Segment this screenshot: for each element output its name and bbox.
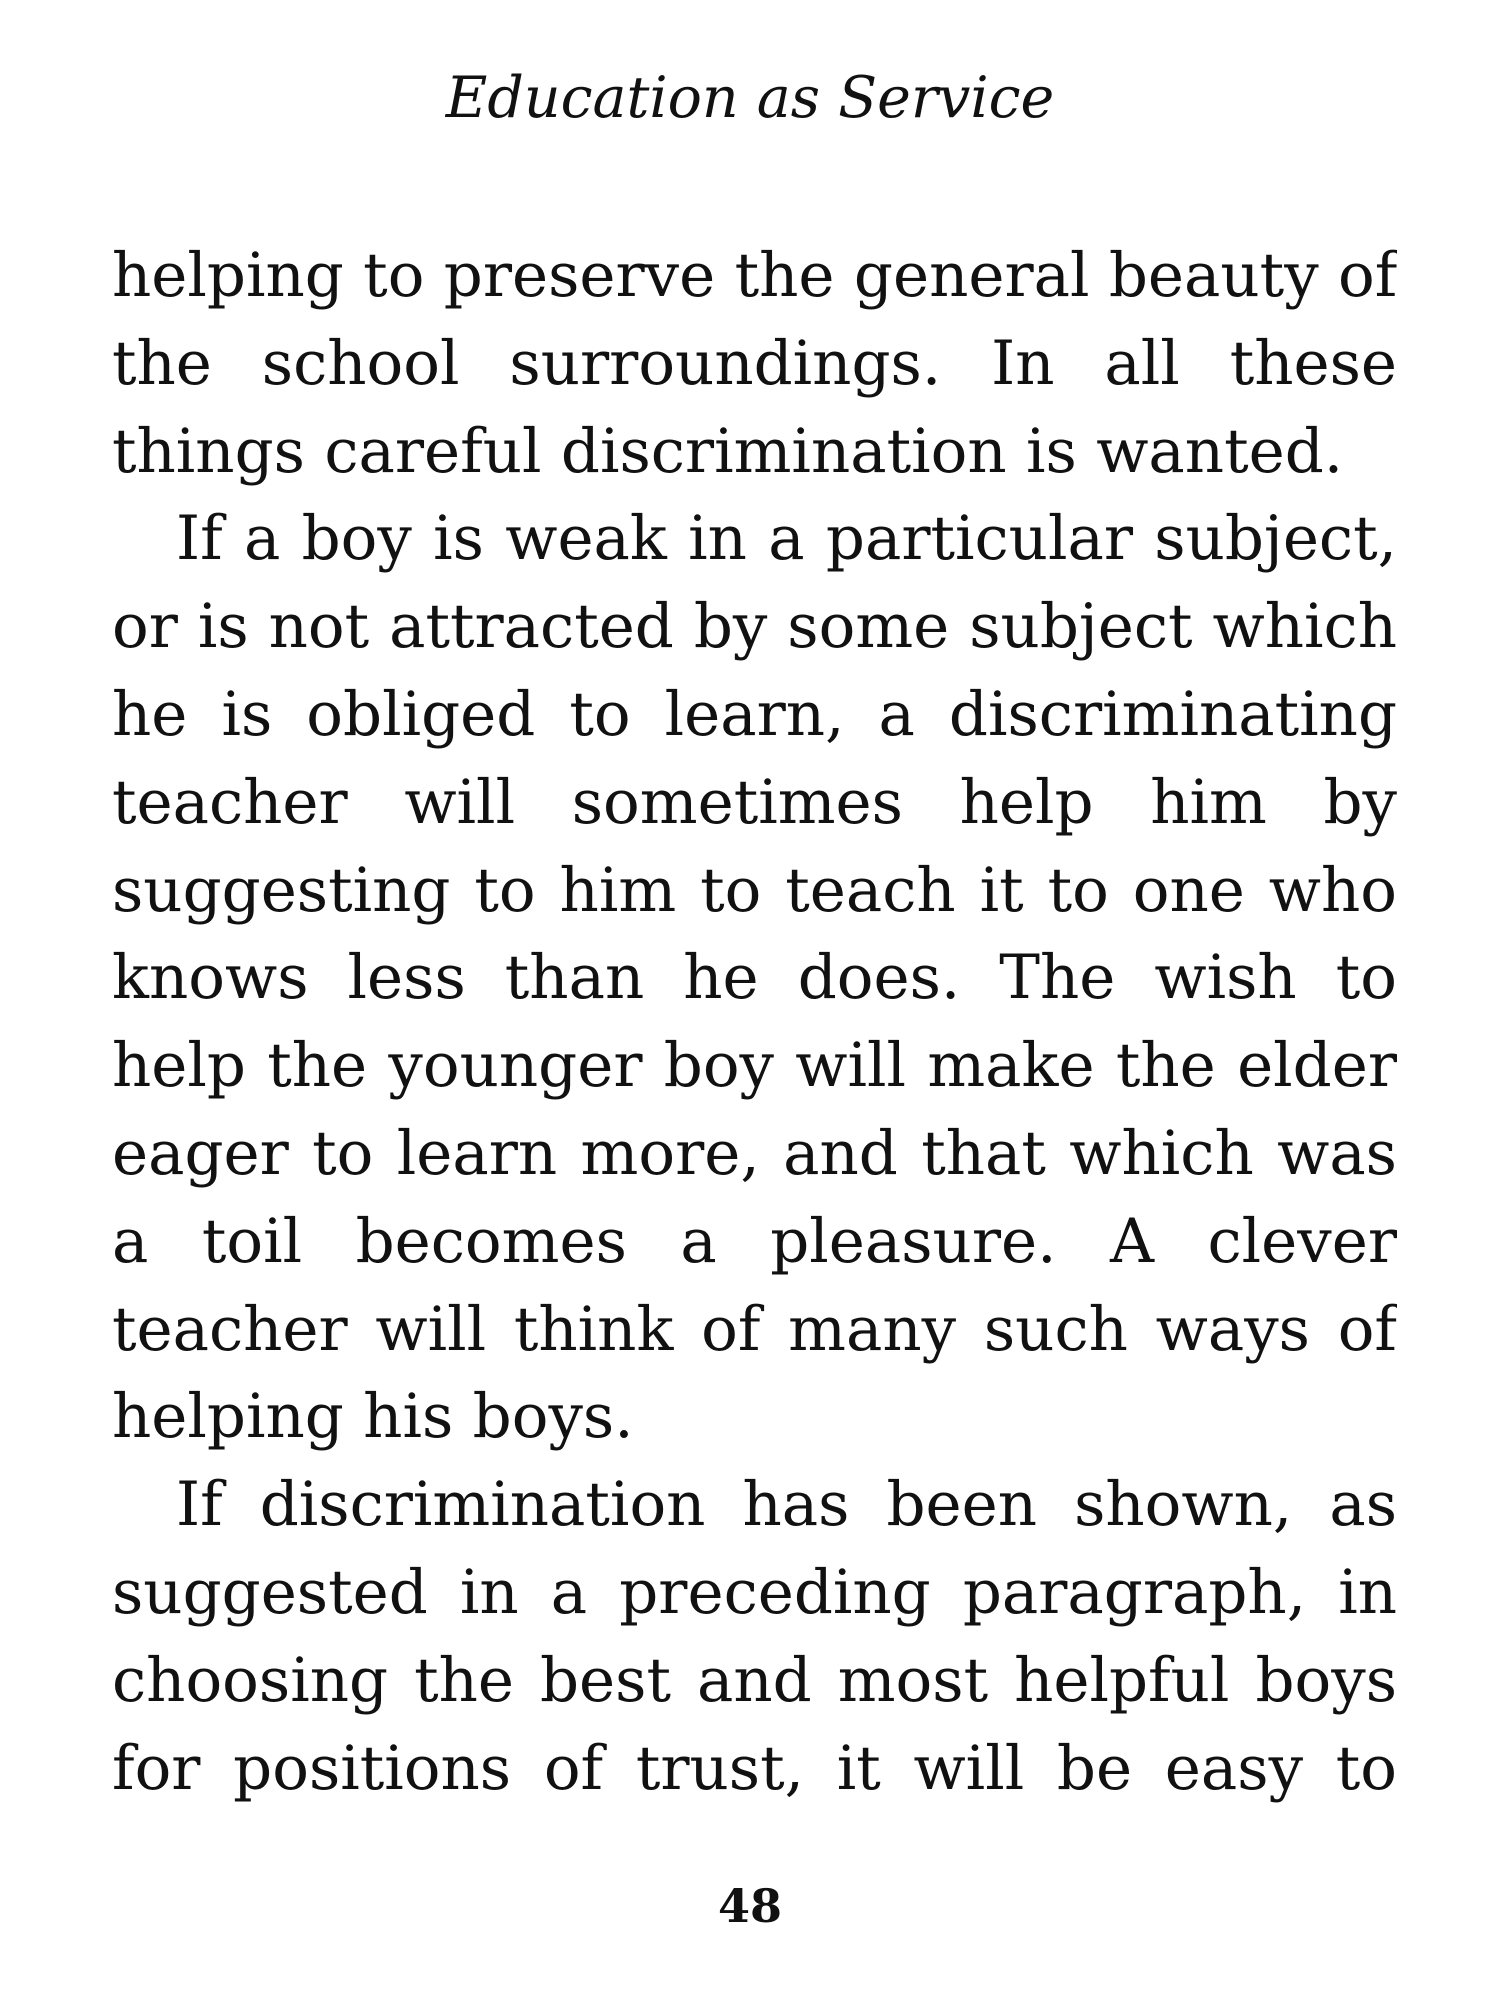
text-line: help the younger boy will make the elder: [112, 1030, 1397, 1102]
text-line: he is obliged to learn, a discriminating: [112, 678, 1397, 750]
text-line: a toil becomes a pleasure. A clever: [112, 1205, 1397, 1277]
paragraph-first-line: If a boy is weak in a particular subject,: [176, 503, 1397, 575]
text-line: suggested in a preceding paragraph, in: [112, 1556, 1397, 1628]
text-line: knows less than he does. The wish to: [112, 942, 1397, 1014]
running-head: Education as Service: [445, 65, 1055, 131]
text-line: eager to learn more, and that which was: [112, 1117, 1397, 1189]
paragraph-first-line: If discrimination has been shown, as: [176, 1469, 1397, 1541]
text-line: choosing the best and most helpful boys: [112, 1644, 1397, 1716]
text-line: the school surroundings. In all these: [112, 327, 1397, 399]
text-line: for positions of trust, it will be easy to: [112, 1732, 1397, 1804]
text-line: helping to preserve the general beauty of: [112, 240, 1397, 311]
text-line: teacher will sometimes help him by: [112, 766, 1397, 838]
text-line: suggesting to him to teach it to one who: [112, 854, 1397, 926]
text-line: teacher will think of many such ways of: [112, 1293, 1397, 1365]
text-line: things careful discrimination is wanted.: [112, 415, 1344, 487]
text-line: helping his boys.: [112, 1381, 634, 1453]
page-number: 48: [717, 1879, 782, 1933]
text-line: or is not attracted by some subject which: [112, 591, 1397, 663]
body-text: [112, 232, 1397, 1812]
